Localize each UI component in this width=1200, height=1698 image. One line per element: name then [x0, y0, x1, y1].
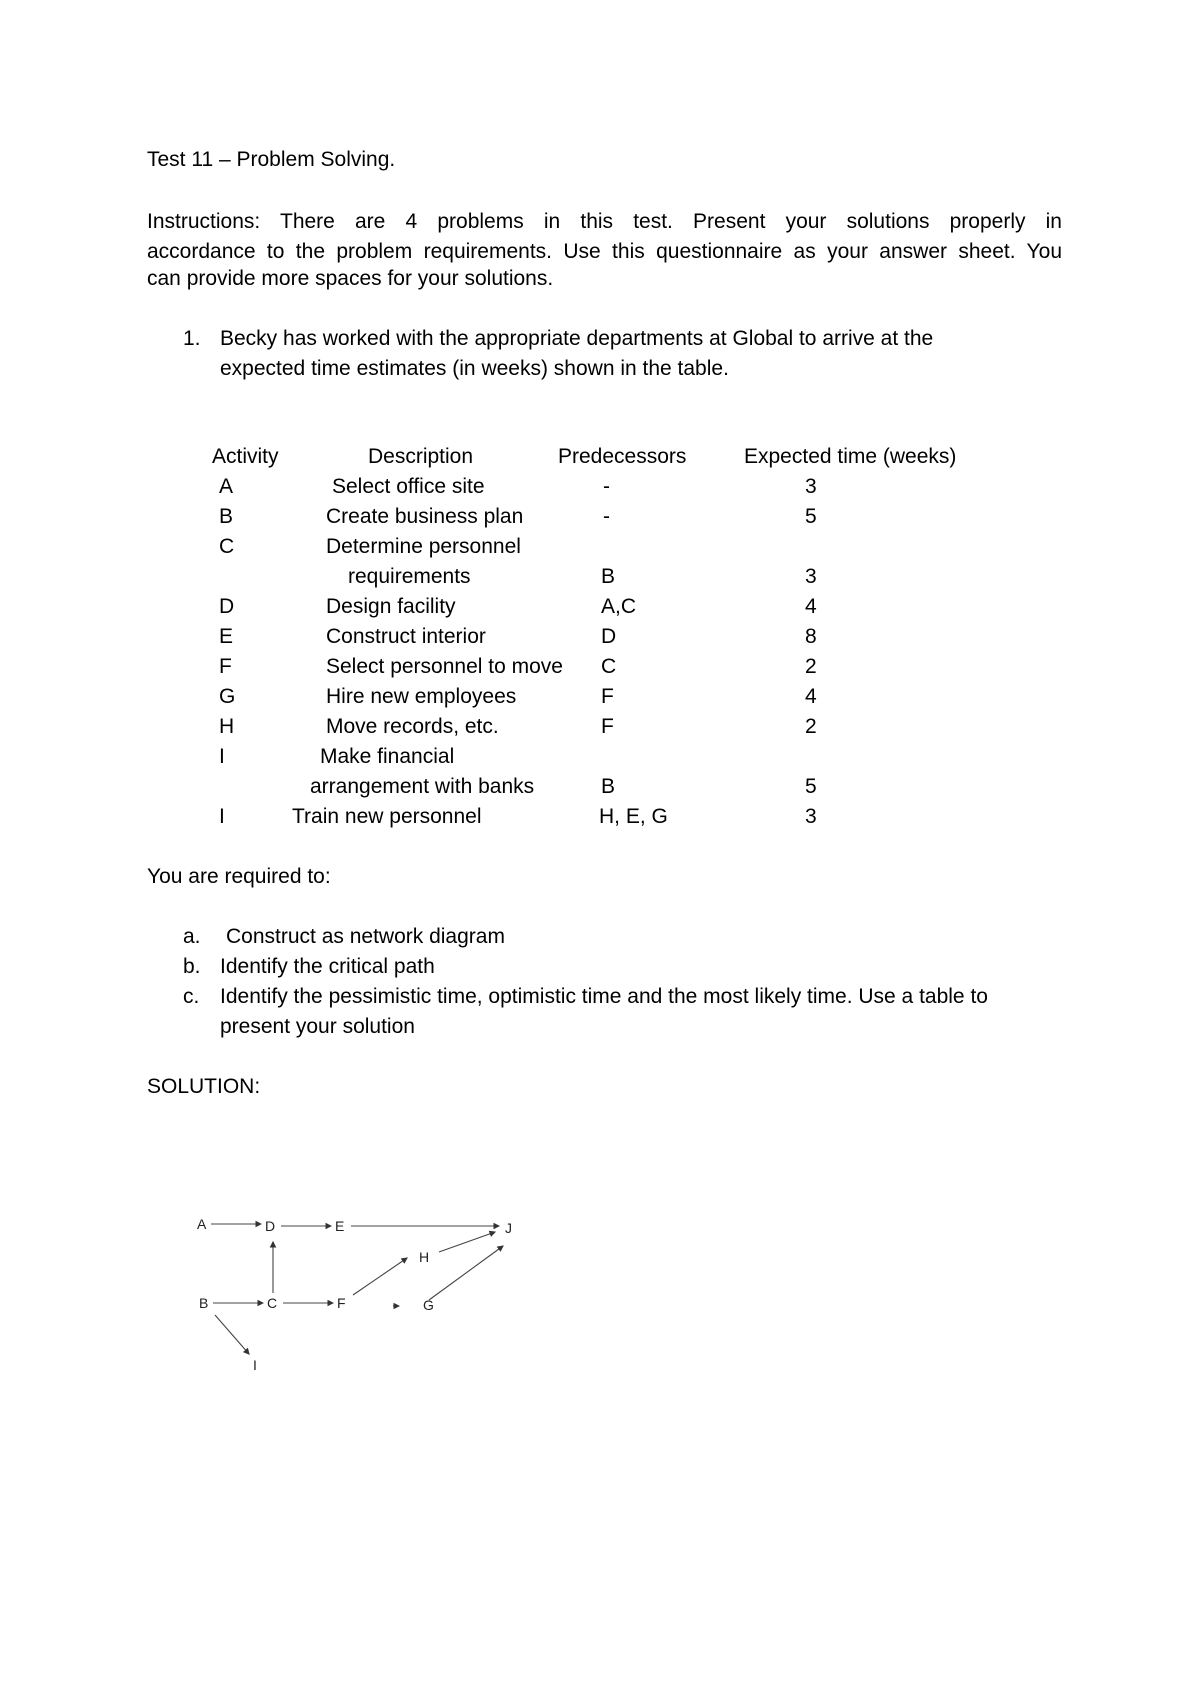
node-b: B [199, 1295, 209, 1311]
requirement-marker: c. [183, 985, 200, 1008]
table-cell-predecessors: D [601, 625, 617, 648]
table-cell-description: Create business plan [326, 505, 524, 528]
table-cell-time: 3 [805, 805, 817, 828]
table-cell-time: 4 [805, 685, 817, 708]
table-cell-activity: I [219, 745, 225, 768]
table-cell-activity: D [219, 595, 235, 618]
table-cell-activity: I [219, 805, 225, 828]
solution-label: SOLUTION: [147, 1075, 261, 1098]
table-cell-time: 8 [805, 625, 817, 648]
table-cell-description: Determine personnel [326, 535, 521, 558]
node-j: J [505, 1220, 512, 1236]
node-a: A [197, 1216, 207, 1232]
node-i: I [253, 1357, 257, 1373]
problem-text-line-2: expected time estimates (in weeks) shown in the table. [220, 357, 729, 380]
table-cell-time: 2 [805, 715, 817, 738]
instructions-line-3: can provide more spaces for your solutions. [147, 267, 554, 290]
requirement-marker: b. [183, 955, 201, 978]
network-diagram [195, 1200, 535, 1380]
edge-g-j [429, 1246, 503, 1300]
header-expected-time: Expected time (weeks) [744, 445, 957, 468]
table-cell-description-cont: arrangement with banks [310, 775, 535, 798]
table-cell-description-cont: requirements [348, 565, 471, 588]
edge-h-j [439, 1232, 495, 1252]
table-cell-activity: B [219, 505, 234, 528]
required-intro: You are required to: [147, 865, 331, 888]
table-cell-description: Move records, etc. [326, 715, 499, 738]
table-cell-activity: H [219, 715, 235, 738]
table-cell-predecessors: F [601, 715, 614, 738]
node-g: G [423, 1297, 434, 1313]
requirement-text-cont: present your solution [220, 1015, 415, 1038]
table-cell-predecessors: A,C [601, 595, 637, 618]
table-cell-description: Make financial [320, 745, 455, 768]
table-cell-predecessors: - [603, 475, 610, 498]
edge-b-i [215, 1315, 249, 1354]
table-cell-predecessors: C [601, 655, 617, 678]
problem-text-line-1: Becky has worked with the appropriate departments at Global to arrive at the [220, 327, 934, 350]
table-cell-description: Select personnel to move [326, 655, 563, 678]
table-cell-activity: F [219, 655, 232, 678]
requirement-text: Identify the pessimistic time, optimistic time and the most likely time. Use a table to [220, 985, 988, 1008]
table-cell-time: 5 [805, 775, 817, 798]
table-cell-activity: A [219, 475, 234, 498]
table-cell-activity: E [219, 625, 234, 648]
instructions-line-2: accordance to the problem requirements. Use this questionnaire as your answer sheet. You [147, 240, 1062, 263]
node-c: C [267, 1295, 278, 1311]
instructions-line-1: Instructions: There are 4 problems in this test. Present your solutions properly in [147, 210, 1062, 233]
edge-f-h [353, 1258, 407, 1295]
table-cell-predecessors: H, E, G [599, 805, 668, 828]
table-cell-description: Hire new employees [326, 685, 517, 708]
table-cell-predecessors: F [601, 685, 614, 708]
table-cell-time: 3 [805, 565, 817, 588]
table-cell-description: Select office site [332, 475, 485, 498]
table-cell-time: 2 [805, 655, 817, 678]
document-title: Test 11 – Problem Solving. [147, 148, 396, 171]
table-cell-predecessors: B [601, 565, 616, 588]
header-description: Description [368, 445, 474, 468]
header-activity: Activity [212, 445, 279, 468]
diagram-edges [211, 1224, 503, 1354]
node-f: F [337, 1295, 346, 1311]
table-cell-predecessors: - [603, 505, 610, 528]
node-e: E [335, 1218, 345, 1234]
table-cell-predecessors: B [601, 775, 616, 798]
requirement-marker: a. [183, 925, 201, 948]
problem-number: 1. [183, 327, 201, 350]
table-cell-description: Design facility [326, 595, 456, 618]
node-h: H [419, 1249, 430, 1265]
table-cell-activity: C [219, 535, 235, 558]
header-predecessors: Predecessors [558, 445, 687, 468]
requirement-text: Identify the critical path [220, 955, 435, 978]
requirement-text: Construct as network diagram [226, 925, 505, 948]
node-d: D [265, 1218, 276, 1234]
table-cell-time: 4 [805, 595, 817, 618]
table-cell-description: Construct interior [326, 625, 486, 648]
table-cell-description: Train new personnel [292, 805, 482, 828]
table-cell-time: 3 [805, 475, 817, 498]
table-cell-activity: G [219, 685, 236, 708]
table-cell-time: 5 [805, 505, 817, 528]
